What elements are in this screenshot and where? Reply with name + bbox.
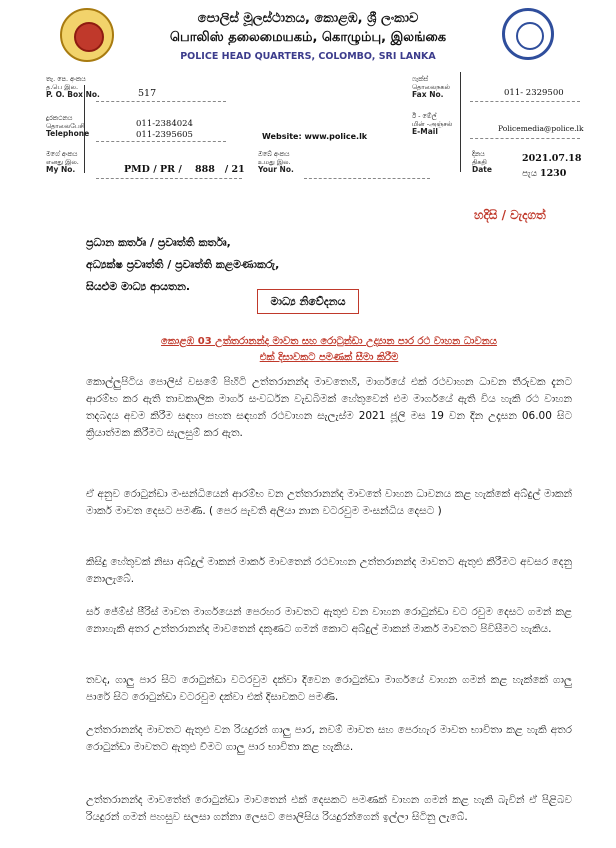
divider-right bbox=[460, 72, 461, 172]
paragraph: කොල්ලුපිටිය පොලිස් වසමේ පිහිටි උත්තරානන්ද මාවතෙහි, මාර්ගයේ එක් රථවාහන ධාවන තීරුවක දැනට ආරම්භ කර ඇති තාවකාලික මාර්ග සංවර්ධන වැඩබිමක් හේතුවෙන් එම මාර්ගයේ ඇති විය හැකි රථ වාහන තදබදය අවම කිරීම සඳහා පහත සඳහන් රථවාහන සැලැස්ම 2021 ජූලි මස 19 වන දින උදෑසන 06.00 සිට ක්‍රියාත්මක කිරීමට සැලසුම් කර ඇත. bbox=[86, 376, 572, 439]
pobox-value: 517 bbox=[138, 88, 157, 99]
paragraph: උත්තරානන්ද මාවතේත් රොටුන්ඩා මාවතෙන් එක් දෙසකට පමණක් වාහන ගමන් කළ හැකි බැවින් ඒ පිළිබව රියදුරන් ගමන් පහසුව සලසා ගන්නා ලෙසට පොලිසිය රියදුරන්ගෙන් ඉල්ලා සිටිනු ලැබේ. bbox=[86, 794, 572, 823]
paragraph: සර් ජේම්ස් පීරිස් මාවත මාර්ගයෙන් පෙරහර මාවතට ඇතුළු වන වාහන රොටුන්ඩා වට රවුම දෙසට ගමන් කළ නොහැකි අතර උත්තරානන්ද මාවතෙන් දකුණට ගමන් කොට අබ්දුල් මාකන් මාකර් මාවතට පිවිසීමට හැකිය. bbox=[86, 606, 572, 635]
fax-value: 011- 2329500 bbox=[504, 88, 564, 98]
subject-line-1: කොළඹ 03 උත්තරානන්ද මාවත සහ රොටුන්ඩා උද්‍යාන පාර රථ වාහන ධාවනය bbox=[161, 336, 497, 347]
pobox-label: තැ. පෙ. අංකය த.பெ இல. P. O. Box No. bbox=[46, 75, 100, 99]
website-value[interactable]: www.police.lk bbox=[304, 132, 368, 141]
email-value[interactable]: Policemedia@police.lk bbox=[498, 124, 584, 133]
telephone-line bbox=[96, 141, 226, 142]
time-label: පැය bbox=[522, 169, 538, 179]
paragraph: උත්තරානන්ද මාවතට ඇතුළු වන රියදුරන් ගාලු පාර, නවම් මාවත සහ පෙරහැර මාවත භාවිතා කළ හැකි අතර රොටුන්ඩා මාවතට ඇතුළු වීමට ගාලු පාර භාවිතා කළ හැකිය. bbox=[86, 724, 572, 753]
recipient-line: සියළුම මාධ්‍ය ආයතන. bbox=[86, 280, 191, 293]
recipient-line: අධ්‍යක්ෂ ප්‍රවෘත්ති / ප්‍රවෘත්ති කළමණාකරු, bbox=[86, 258, 280, 271]
recipient-line: ප්‍රධාන කර්තෘ / ප්‍රවෘත්ති කර්තෘ, bbox=[86, 236, 231, 249]
time-value: 1230 bbox=[539, 168, 567, 179]
telephone-value-2: 011-2395605 bbox=[136, 130, 193, 140]
email-line bbox=[470, 138, 580, 139]
website bbox=[262, 132, 367, 141]
header-sinhala: පොලිස් මූලස්ථානය, කොළඹ, ශ්‍රී ලංකාව bbox=[197, 11, 419, 26]
notice-title: මාධ්‍ය නිවේදනය bbox=[257, 289, 358, 314]
date-value: 2021.07.18 bbox=[522, 153, 582, 164]
pobox-line bbox=[96, 101, 226, 102]
notice-title-wrap bbox=[0, 290, 616, 309]
yourno-line bbox=[304, 178, 430, 179]
yourno-label: ඔබේ අංකය உமது இல. Your No. bbox=[258, 150, 294, 174]
header-tamil: பொலிஸ் தலைமையகம், கொழும்பு, இலங்கை bbox=[169, 30, 447, 45]
website-label: Website: bbox=[262, 132, 302, 141]
paragraph: ඒ අනුව රොටුන්ඩා මංසන්ධියෙන් ආරම්භ වන උත්තරානන්ද මාවතේ වාහන ධාවනය කළ හැක්කේ අබ්දුල් මාකන් මාකර් මාවත දෙසට පමණි. ( පෙර පැවති අලියා නාන වටරවුම මංසන්ධිය දෙසට ) bbox=[86, 488, 572, 517]
email-label: ඊ - මේල් மின் -அஞ்சல் E-Mail bbox=[412, 112, 453, 136]
myno-value: PMD / PR / 888 / 21 bbox=[124, 164, 245, 175]
fax-label: ෆැක්ස් தொலைநகல் Fax No. bbox=[412, 75, 450, 99]
myno-line bbox=[96, 178, 242, 179]
telephone-value-1: 011-2384024 bbox=[136, 119, 193, 129]
subject bbox=[86, 334, 572, 366]
subject-line-2: එක් දිසාවකට පමණක් සීමා කිරීම bbox=[259, 352, 399, 363]
telephone-label: දුරකථනය தொலைபேசி Telephone bbox=[46, 114, 90, 138]
fax-line bbox=[470, 101, 580, 102]
recipients bbox=[86, 232, 279, 298]
header-english: POLICE HEAD QUARTERS, COLOMBO, SRI LANKA bbox=[180, 51, 436, 62]
paragraph: කිසිදු හේතුවක් නිසා අබ්දුල් මාකන් මාකර් මාවතෙන් රථවාහන උත්තරානන්ද මාවතට ඇතුළු කිරීමට අවසර දෙනු නොලැබේ. bbox=[86, 556, 572, 585]
paragraph: තවද, ගාලු පාර සිට රොටුන්ඩා වටරවුම දක්වා දිවෙන රොටුන්ඩා මාර්ගයේ වාහන ගමන් කළ හැක්කේ ගාලු පාරේ සිට රොටුන්ඩා වටරවුම දක්වා එක් දිසාවකට පමණි. bbox=[86, 674, 572, 703]
date-label: දිනය திகதி Date bbox=[472, 150, 492, 174]
myno-label: මගේ අංකය எனது இல. My No. bbox=[46, 150, 79, 174]
time bbox=[522, 168, 566, 179]
urgent-mark: හදිසි / වැදගත් bbox=[474, 208, 546, 222]
